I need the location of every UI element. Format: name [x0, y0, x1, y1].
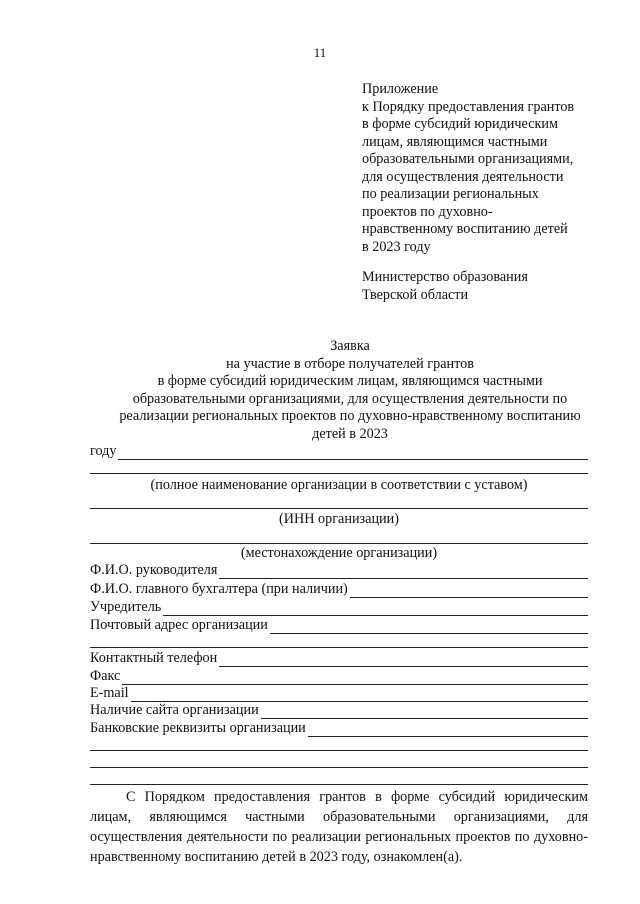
fax-row — [90, 667, 588, 685]
title-line: детей в 2023 — [312, 425, 388, 442]
year-fill-line[interactable] — [118, 445, 588, 460]
appendix-line: для осуществления деятельности — [362, 168, 564, 185]
inn-caption: (ИНН организации) — [279, 511, 399, 527]
recipient-line: Министерство образования — [362, 269, 528, 285]
title-line: в форме субсидий юридическим лицам, являющимся частными — [157, 373, 543, 389]
appendix-line: в форме субсидий юридическим — [362, 116, 558, 132]
director-input-line[interactable] — [219, 564, 588, 579]
location-line[interactable] — [90, 543, 588, 544]
website-label: Наличие сайта организации — [90, 702, 259, 718]
founder-input-line[interactable] — [163, 601, 588, 616]
director-row — [90, 561, 588, 579]
appendix-line: нравственному воспитанию детей — [362, 221, 568, 237]
website-row — [90, 701, 588, 719]
bank-details-input-line[interactable] — [308, 722, 588, 737]
bank-details-extra-line-2[interactable] — [90, 767, 588, 768]
appendix-line: в 2023 году — [362, 238, 431, 255]
page-number: 11 — [313, 45, 327, 60]
appendix-line: Приложение — [362, 81, 439, 97]
application-title — [60, 338, 640, 443]
bank-details-extra-line-3[interactable] — [90, 784, 588, 785]
title-line: реализации региональных проектов по духовно-нравственному воспитанию — [119, 408, 581, 424]
title-line: на участие в отборе получателей грантов — [226, 355, 474, 372]
location-caption: (местонахождение организации) — [240, 545, 438, 561]
email-label: E-mail — [90, 685, 129, 701]
appendix-line: проектов по духовно- — [362, 203, 493, 220]
postal-address-label: Почтовый адрес организации — [90, 617, 268, 633]
full-name-line[interactable] — [90, 473, 588, 474]
recipient-line: Тверской области — [362, 286, 469, 303]
year-line — [90, 442, 588, 460]
bank-details-label: Банковские реквизиты организации — [90, 720, 306, 736]
postal-address-row — [90, 616, 588, 634]
chief-accountant-row — [90, 580, 588, 598]
phone-row — [90, 649, 588, 667]
title-line: Заявка — [330, 338, 370, 354]
appendix-line: лицам, являющимся частными — [362, 133, 548, 150]
appendix-line: образовательными организациями, — [362, 151, 574, 167]
inn-line[interactable] — [90, 508, 588, 509]
chief-accountant-input-line[interactable] — [350, 583, 588, 598]
bank-details-extra-line-1[interactable] — [90, 750, 588, 751]
chief-accountant-label: Ф.И.О. главного бухгалтера (при наличии) — [90, 581, 348, 597]
appendix-line: к Порядку предоставления грантов — [362, 98, 575, 115]
founder-label: Учредитель — [90, 599, 162, 615]
title-line: образовательными организациями, для осуществления деятельности по — [132, 390, 568, 407]
fax-label: Факс — [90, 668, 121, 684]
email-row — [90, 684, 588, 702]
appendix-header — [362, 81, 632, 256]
email-input-line[interactable] — [131, 687, 588, 702]
phone-input-line[interactable] — [219, 652, 588, 667]
fax-input-line[interactable] — [122, 670, 588, 685]
appendix-line: по реализации региональных — [362, 186, 539, 202]
year-suffix: году — [90, 443, 117, 459]
director-label: Ф.И.О. руководителя — [90, 562, 218, 578]
recipient-block — [362, 269, 632, 304]
bank-details-row — [90, 719, 588, 737]
full-name-caption: (полное наименование организации в соответствии с уставом) — [150, 477, 528, 493]
acknowledgement-paragraph — [90, 787, 588, 867]
postal-address-input-line[interactable] — [270, 619, 588, 634]
phone-label: Контактный телефон — [90, 650, 218, 666]
website-input-line[interactable] — [261, 704, 588, 719]
acknowledgement-text: С Порядком предоставления грантов в форме субсидий юридическим лицам, являющимся частными образовательными организациями, для осуществления деятельности по реализации региональных проектов по духовно-нравственному воспитанию детей в 2023 году, ознакомлен(а). — [90, 789, 588, 865]
founder-row — [90, 598, 588, 616]
postal-address-extra-line[interactable] — [90, 647, 588, 648]
